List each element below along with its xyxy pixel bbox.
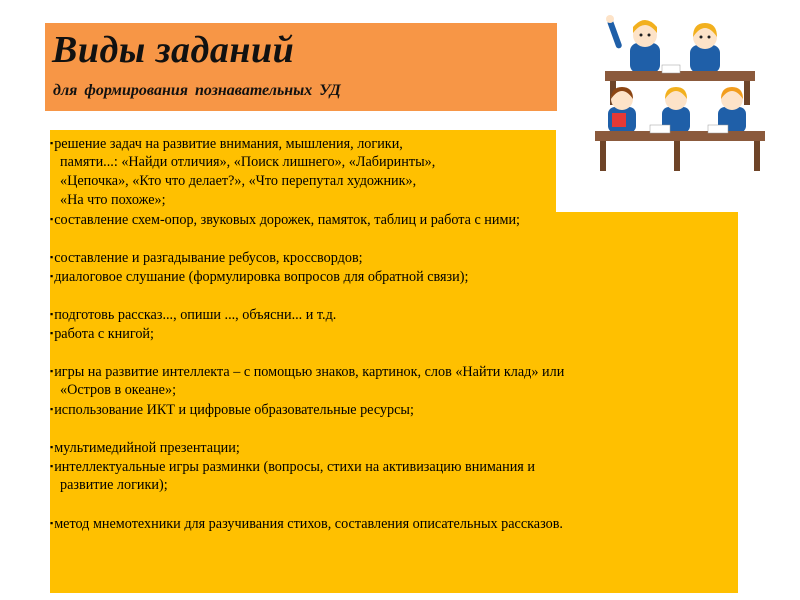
slide-title: Виды заданий <box>52 29 295 71</box>
bullet-icon: ▪ <box>50 442 54 452</box>
list-item: ▪решение задач на развитие внимания, мышления, логики, <box>50 136 403 152</box>
student-back-right <box>690 23 720 73</box>
list-item: ▪интеллектуальные игры разминки (вопросы, стихи на активизацию внимания и <box>50 459 535 475</box>
desk-front <box>595 125 765 171</box>
bullet-icon: ▪ <box>50 328 54 338</box>
bullet-icon: ▪ <box>50 461 54 471</box>
bullet-icon: ▪ <box>50 404 54 414</box>
list-item: ▪метод мнемотехники для разучивания стихов, составления описательных рассказов. <box>50 516 563 532</box>
list-item: ▪составление и разгадывание ребусов, кроссвордов; <box>50 250 363 266</box>
slide-subtitle: для формирования познавательных УД <box>53 82 341 99</box>
classroom-illustration <box>590 15 770 175</box>
bullet-icon: ▪ <box>50 138 54 148</box>
list-item-continuation: памяти...: «Найди отличия», «Поиск лишнего», «Лабиринты», <box>60 154 436 170</box>
student-front-left <box>608 87 636 133</box>
bullet-icon: ▪ <box>50 518 54 528</box>
student-raising-hand <box>606 15 660 73</box>
list-item-continuation: развитие логики); <box>60 477 168 493</box>
bullet-icon: ▪ <box>50 366 54 376</box>
list-item-continuation: «Остров в океане»; <box>60 382 177 398</box>
bullet-icon: ▪ <box>50 271 54 281</box>
list-item: ▪использование ИКТ и цифровые образовательные ресурсы; <box>50 402 414 418</box>
list-item: ▪диалоговое слушание (формулировка вопросов для обратной связи); <box>50 269 469 285</box>
list-item-continuation: «Цепочка», «Кто что делает?», «Что перепутал художник», <box>60 173 417 189</box>
list-item: ▪работа с книгой; <box>50 326 154 342</box>
list-item: ▪подготовь рассказ..., опиши ..., объясни... и т.д. <box>50 307 337 323</box>
bullet-icon: ▪ <box>50 309 54 319</box>
list-item: ▪игры на развитие интеллекта – с помощью знаков, картинок, слов «Найти клад» или <box>50 364 565 380</box>
task-list <box>50 134 740 533</box>
list-item: ▪мультимедийной презентации; <box>50 440 240 456</box>
bullet-icon: ▪ <box>50 214 54 224</box>
bullet-icon: ▪ <box>50 252 54 262</box>
list-item-continuation: «На что похоже»; <box>60 192 166 208</box>
list-item: ▪составление схем-опор, звуковых дорожек, памяток, таблиц и работа с ними; <box>50 212 520 228</box>
